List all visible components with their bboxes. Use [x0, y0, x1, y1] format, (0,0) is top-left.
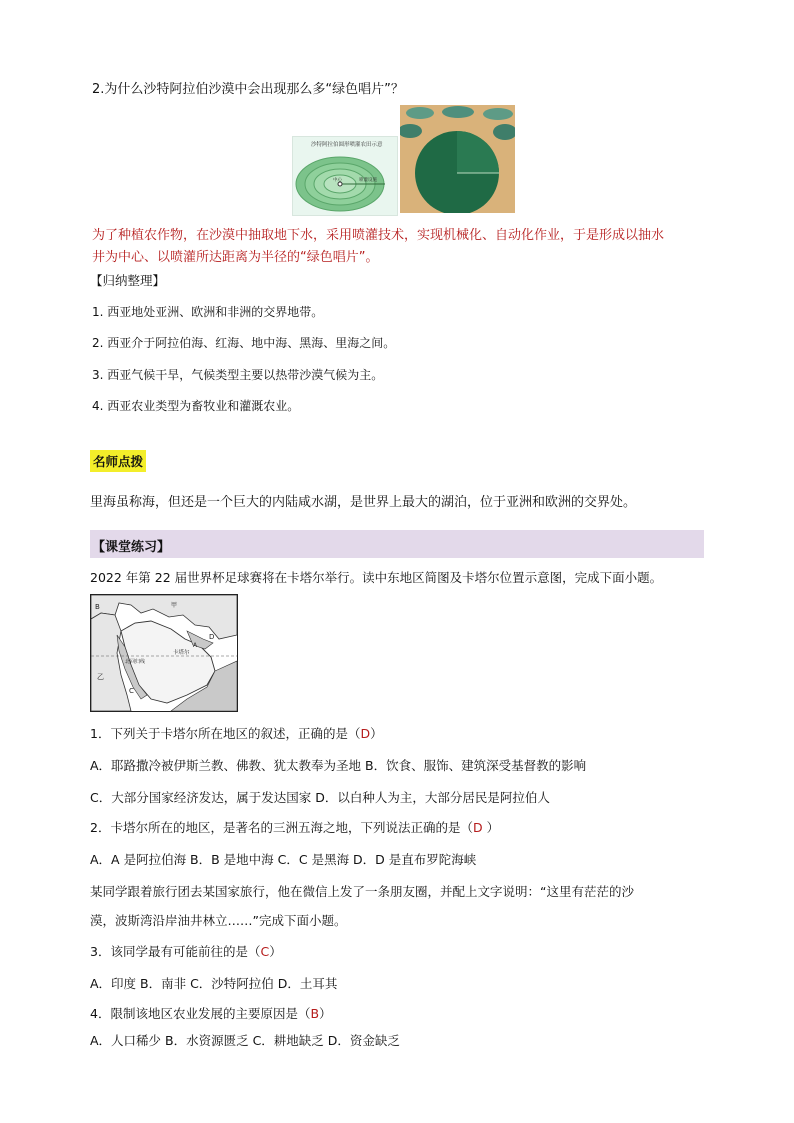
q2-close: ） [482, 820, 500, 835]
map-label-a: A [193, 642, 198, 649]
q4-answer: B [310, 1006, 320, 1021]
passage-line-2: 漠，波斯湾沿岸油井林立……”完成下面小题。 [90, 913, 347, 928]
question-1-stem [90, 724, 383, 742]
answer-line-2: 井为中心、以喷灌所达距离为半径的“绿色唱片”。 [92, 250, 379, 265]
q2-options-line-1: A．A 是阿拉伯海 B．B 是地中海 C．C 是黑海 D．D 是直布罗陀海峡 [90, 852, 477, 867]
map-label-tropic: 北回归线 [125, 659, 146, 665]
q1-options-line-2: C．大部分国家经济发达，属于发达国家 D．以白种人为主，大部分居民是阿拉伯人 [90, 790, 550, 805]
summary-item-4: 4. 西亚农业类型为畜牧业和灌溉农业。 [92, 399, 300, 413]
field-circle [483, 108, 513, 120]
passage-line-1: 某同学跟着旅行团去某国家旅行，他在微信上发了一条朋友圈，并配上文字说明：“这里有茫茫的沙 [90, 884, 634, 899]
q4-options-line-1: A．人口稀少 B．水资源匮乏 C．耕地缺乏 D．资金缺乏 [90, 1033, 400, 1048]
q3-options-line-1: A．印度 B．南非 C．沙特阿拉伯 D．土耳其 [90, 976, 338, 991]
practice-intro: 2022 年第 22 届世界杯足球赛将在卡塔尔举行。读中东地区简图及卡塔尔位置示意图，完成下面小题。 [90, 570, 663, 585]
map-label-c: C [129, 687, 134, 695]
aerial-photo-svg [400, 105, 515, 213]
practice-header-bar [90, 530, 704, 558]
q2-stem-text: 2．卡塔尔所在的地区，是著名的三洲五海之地，下列说法正确的是（ [90, 820, 473, 835]
map-label-yi: 乙 [97, 673, 104, 681]
middle-east-map [90, 594, 238, 712]
aerial-photo [400, 105, 515, 213]
summary-item-3: 3. 西亚气候干旱，气候类型主要以热带沙漠气候为主。 [92, 368, 384, 382]
q1-options-line-1: A．耶路撒冷被伊斯兰教、佛教、犹太教奉为圣地 B．饮食、服饰、建筑深受基督教的影响 [90, 758, 587, 773]
q1-stem-text: 1．下列关于卡塔尔所在地区的叙述，正确的是（ [90, 726, 361, 741]
question-3-stem [90, 942, 282, 960]
teacher-tip-badge: 名师点拨 [90, 450, 146, 472]
map-label-qatar: 卡塔尔 [173, 650, 190, 656]
field-circle [406, 107, 434, 119]
map-label-jia: 甲 [171, 602, 178, 609]
q4-stem-text: 4．限制该地区农业发展的主要原因是（ [90, 1006, 311, 1021]
teacher-tip-text: 里海虽称海，但还是一个巨大的内陆咸水湖，是世界上最大的湖泊，位于亚洲和欧洲的交界处。 [90, 495, 637, 510]
diagram-title: 沙特阿拉伯圆形喷灌农田示意 [311, 142, 383, 148]
q4-close: ） [319, 1006, 332, 1021]
question-2-stem [90, 818, 499, 836]
summary-item-1: 1. 西亚地处亚洲、欧洲和非洲的交界地带。 [92, 305, 324, 319]
q3-answer: C [260, 944, 270, 959]
summary-item-2: 2. 西亚介于阿拉伯海、红海、地中海、黑海、里海之间。 [92, 336, 396, 350]
map-label-b: B [95, 603, 100, 611]
q2-answer: D [472, 820, 483, 835]
middle-east-map-svg [91, 595, 237, 711]
question-2-title: 2.为什么沙特阿拉伯沙漠中会出现那么多“绿色唱片”？ [92, 82, 404, 97]
map-label-d: D [209, 633, 215, 641]
q3-close: ） [269, 944, 282, 959]
summary-heading: 【归纳整理】 [90, 273, 166, 288]
diagram-label-sprinkler: 喷灌设施 [359, 178, 377, 183]
practice-heading: 【课堂练习】 [92, 540, 171, 555]
question-4-stem [90, 1004, 332, 1022]
field-circle [442, 106, 474, 118]
diagram-label-center: 中心 [333, 178, 342, 183]
irrigation-diagram [292, 136, 398, 216]
answer-line-1: 为了种植农作物，在沙漠中抽取地下水，采用喷灌技术，实现机械化、自动化作业，于是形成以抽水 [92, 228, 665, 243]
q1-close: ） [370, 726, 383, 741]
q1-answer: D [360, 726, 371, 741]
q3-stem-text: 3．该同学最有可能前往的是（ [90, 944, 261, 959]
irrigation-diagram-svg [293, 137, 397, 215]
